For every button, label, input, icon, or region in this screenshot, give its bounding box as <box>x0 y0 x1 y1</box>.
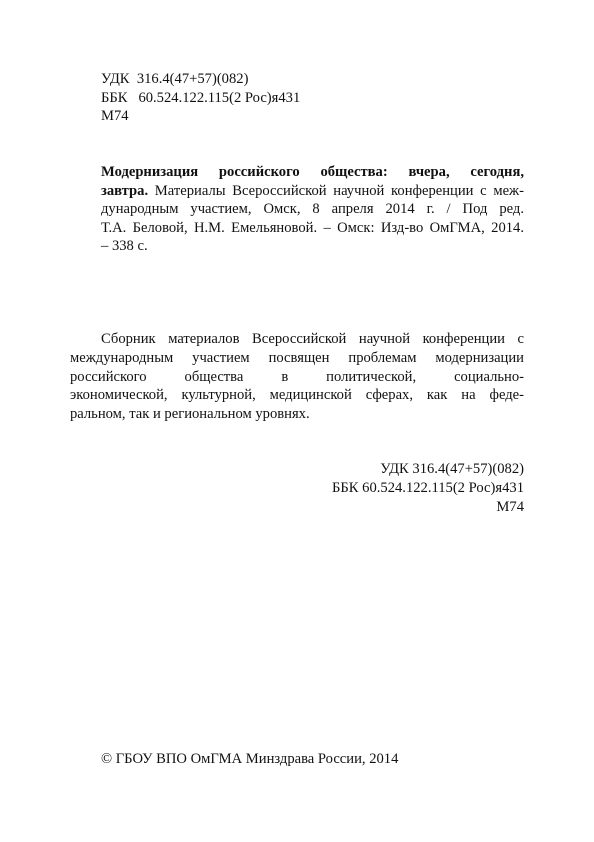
biblio-line-2-rest: Материалы Всероссийской научной конференции с меж- <box>148 182 524 199</box>
classification-block-bottom <box>332 460 524 517</box>
abstract-line-1: Сборник материалов Всероссийской научной конференции с <box>101 331 524 347</box>
bibliographic-description <box>101 163 524 256</box>
author-mark: М74 <box>101 108 129 124</box>
classification-block-top <box>101 70 300 126</box>
biblio-line-4: Т.А. Беловой, Н.М. Емельяновой. – Омск: Изд-во ОмГМА, 2014. <box>101 219 524 236</box>
biblio-line-2 <box>101 182 524 201</box>
copyright-notice: © ГБОУ ВПО ОмГМА Минздрава России, 2014 <box>101 751 399 767</box>
biblio-line-3: дународным участием, Омск, 8 апреля 2014 г. / Под ред. <box>101 201 524 218</box>
biblio-title-line-2: завтра. <box>101 182 149 199</box>
abstract-line-2: международным участием посвящен проблемам модернизации <box>70 349 524 366</box>
udk-code-bottom: УДК 316.4(47+57)(082) <box>380 461 524 477</box>
abstract <box>70 330 524 424</box>
abstract-line-3: российского общества в политической, социально- <box>70 368 524 385</box>
biblio-title-line-1: Модернизация российского общества: вчера, сегодня, <box>101 164 524 180</box>
author-mark-bottom: М74 <box>496 499 524 515</box>
bbk-code-bottom: ББК 60.524.122.115(2 Рос)я431 <box>332 480 524 496</box>
abstract-line-5: ральном, так и региональном уровнях. <box>70 406 310 423</box>
abstract-line-4: экономической, культурной, медицинской сферах, как на феде- <box>70 387 524 404</box>
bbk-code: ББК 60.524.122.115(2 Рос)я431 <box>101 89 301 106</box>
biblio-line-5: – 338 с. <box>101 238 148 255</box>
udk-code: УДК 316.4(47+57)(082) <box>101 71 249 87</box>
